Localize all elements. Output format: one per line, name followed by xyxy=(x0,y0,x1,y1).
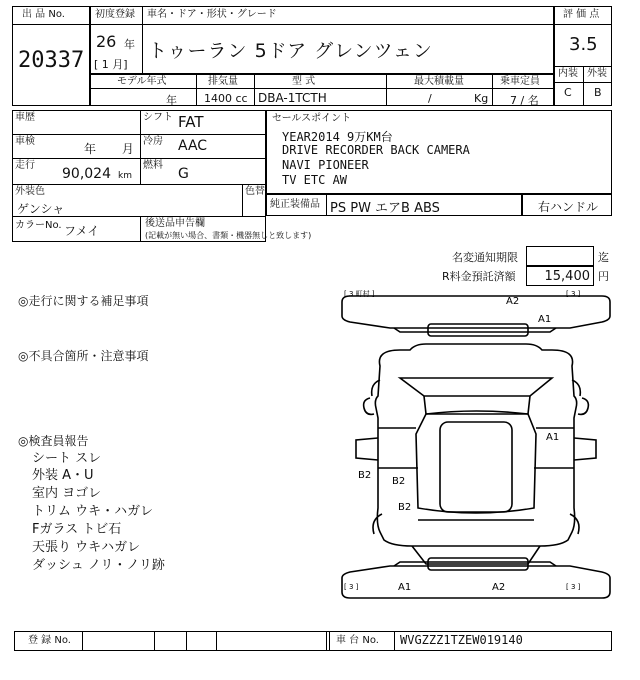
color-no: フメイ xyxy=(64,224,100,238)
fuel-label: 燃料 xyxy=(143,160,163,171)
chassis-number-label: 車 台 No. xyxy=(336,635,379,646)
car-damage-diagram xyxy=(340,288,612,606)
sales-line-1: YEAR2014 9万KM台 xyxy=(282,130,393,144)
damage-mark: A1 xyxy=(398,582,412,593)
equipment-label: 純正装備品 xyxy=(270,199,320,210)
model-year-label: モデル年式 xyxy=(117,76,167,87)
registration-number-label: 登 録 No. xyxy=(28,635,71,646)
name-change-label: 名変通知期限 xyxy=(452,251,518,264)
reg-year: 26 xyxy=(96,32,117,51)
inspector-line: 天張り ウキハガレ xyxy=(32,540,141,555)
inspector-line: 外装 A・U xyxy=(32,468,94,483)
chassis-number: WVGZZZ1TZEW019140 xyxy=(400,633,523,647)
first-reg-label: 初度登録 xyxy=(95,9,135,20)
mileage: 90,024 xyxy=(62,166,111,182)
corner-label-tr: [ 3 ] xyxy=(566,290,581,298)
color-change-label: 色替 xyxy=(245,186,265,197)
capacity-label: 乗車定員 xyxy=(500,76,540,87)
damage-mark: B2 xyxy=(398,502,412,513)
inspection-value: 年 月 xyxy=(84,142,134,156)
name-change-unit: 迄 xyxy=(598,251,609,264)
mileage-label: 走行 xyxy=(15,160,35,171)
recycle-unit: 円 xyxy=(598,270,609,283)
damage-mark: A2 xyxy=(506,296,520,307)
color-no-label: カラーNo. xyxy=(15,220,62,231)
capacity: 7 / 名 xyxy=(510,94,539,107)
model-year-unit: 年 xyxy=(166,94,177,107)
steering: 右ハンドル xyxy=(538,200,599,214)
inspector-line: ダッシュ ノリ・ノリ跡 xyxy=(32,558,165,573)
score-label: 評 価 点 xyxy=(563,9,600,20)
ext-color-label: 外装色 xyxy=(15,186,45,197)
lot-no-label: 出 品 No. xyxy=(22,9,65,20)
interior-label: 内装 xyxy=(558,68,578,79)
shift: FAT xyxy=(178,113,204,131)
corner-label-br: [ 3 ] xyxy=(566,583,581,591)
mileage-unit: km xyxy=(118,171,132,181)
sales-line-3: NAVI PIONEER xyxy=(282,158,369,172)
car-name-label: 車名・ドア・形状・グレード xyxy=(147,9,277,20)
model-label: 型 式 xyxy=(292,76,316,87)
inspector-line: Fガラス トビ石 xyxy=(32,522,122,537)
sales-point-label: セールスポイント xyxy=(272,113,352,124)
name-change-box xyxy=(526,246,594,266)
displacement-label: 排気量 xyxy=(208,76,238,87)
post-docs-label: 後送品申告欄 xyxy=(145,218,205,229)
score: 3.5 xyxy=(569,34,598,55)
interior-grade: C xyxy=(564,86,572,99)
corner-label-bl: [ 3 ] xyxy=(344,583,359,591)
exterior-label: 外装 xyxy=(587,68,607,79)
post-docs-note: (記載が無い場合、書類・機器無しと致します) xyxy=(145,231,312,240)
year-unit: 年 xyxy=(124,38,135,51)
equipment: PS PW エアB ABS xyxy=(330,201,440,216)
ac-label: 冷房 xyxy=(143,136,163,147)
max-load-label: 最大積載量 xyxy=(414,76,464,87)
car-name: トゥーラン 5ドア グレンツェン xyxy=(148,40,433,62)
shift-label: シフト xyxy=(143,112,173,123)
inspector-label: ◎検査員報告 xyxy=(18,434,89,448)
damage-mark: A1 xyxy=(538,314,552,325)
model-code: DBA-1TCTH xyxy=(258,91,327,105)
damage-mark: B2 xyxy=(392,476,406,487)
corner-label-tl: [ 3 町村 ] xyxy=(344,290,375,298)
damage-mark: A1 xyxy=(546,432,560,443)
max-load-unit: Kg xyxy=(474,92,489,105)
inspector-line: トリム ウキ・ハガレ xyxy=(32,504,154,519)
recycle-label: R料金預託済額 xyxy=(442,270,516,283)
ext-color: ゲンシャ xyxy=(17,202,65,216)
displacement: 1400 cc xyxy=(204,92,248,105)
max-load: / xyxy=(428,92,432,105)
damage-mark: A2 xyxy=(492,582,506,593)
ac: AAC xyxy=(178,138,208,154)
reg-month: [ 1 月] xyxy=(94,58,128,71)
fuel: G xyxy=(178,166,189,182)
recycle-value: 15,400 xyxy=(544,269,590,284)
exterior-grade: B xyxy=(594,86,602,99)
damage-mark: B2 xyxy=(358,470,372,481)
lot-number: 20337 xyxy=(18,48,85,73)
inspector-line: シート スレ xyxy=(32,451,102,466)
defects-label: ◎不具合箇所・注意事項 xyxy=(18,349,149,363)
inspection-label: 車検 xyxy=(15,136,35,147)
sales-line-4: TV ETC AW xyxy=(282,173,348,187)
inspector-line: 室内 ヨゴレ xyxy=(32,486,102,501)
sales-line-2: DRIVE RECORDER BACK CAMERA xyxy=(282,143,470,157)
driving-notes-label: ◎走行に関する補足事項 xyxy=(18,294,149,308)
history-label: 車歴 xyxy=(15,112,35,123)
